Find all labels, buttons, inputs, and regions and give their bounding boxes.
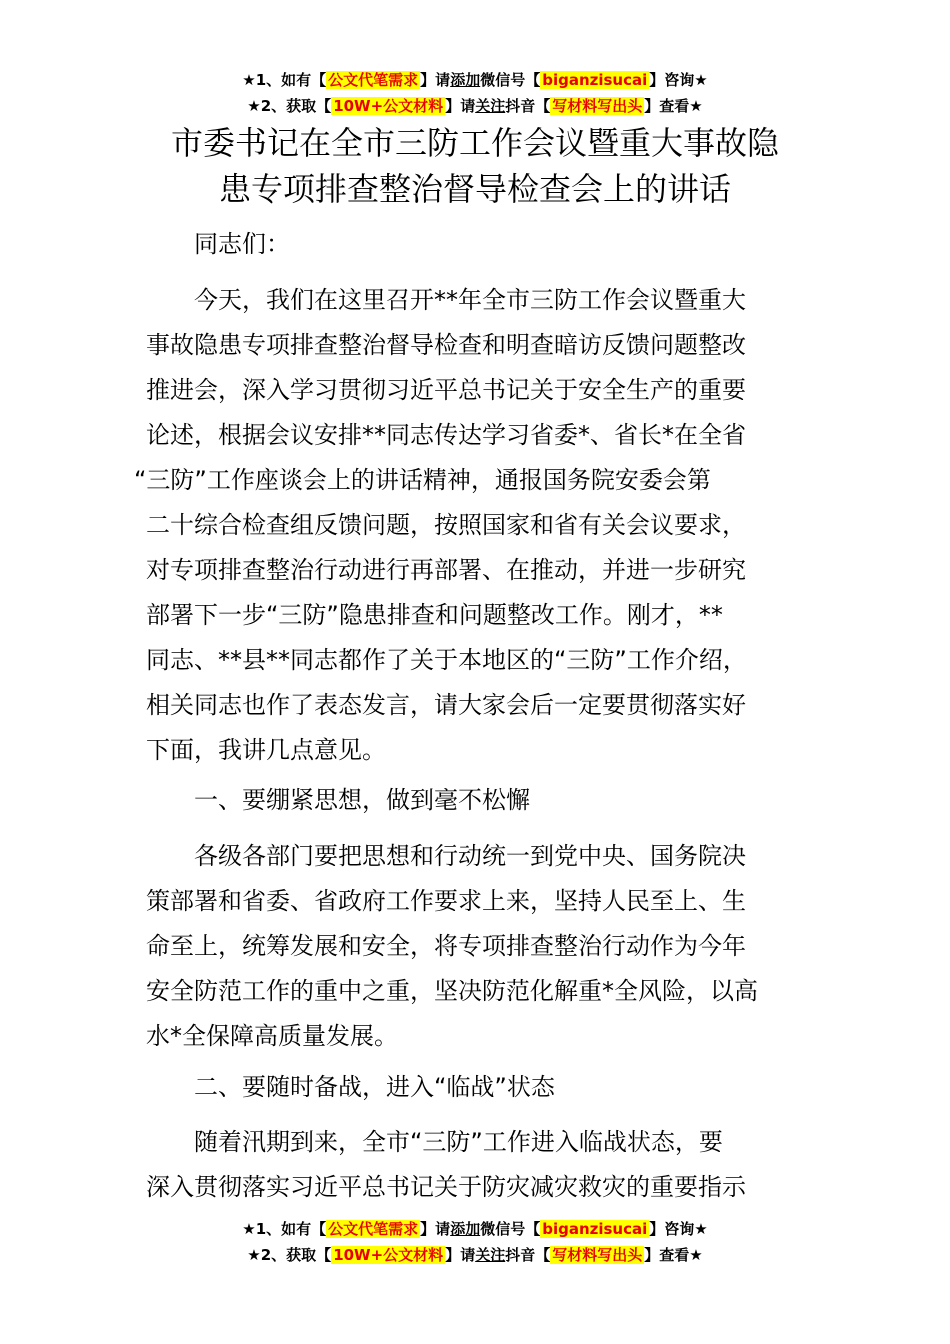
body-line: 事故隐患专项排查整治督导检查和明查暗访反馈问题整改 <box>146 331 746 359</box>
body-line: 今天，我们在这里召开**年全市三防工作会议暨重大 <box>194 286 746 314</box>
banner-text: ★2、获取【 <box>247 1246 332 1264</box>
greeting <box>146 222 806 267</box>
banner-line-1 <box>0 1216 950 1242</box>
banner-highlight: 公文代笔需求 <box>328 71 419 89</box>
banner-text: 】查看★ <box>644 97 703 115</box>
paragraph-1 <box>134 278 806 773</box>
title-line-1: 市委书记在全市三防工作会议暨重大事故隐 <box>170 124 779 162</box>
banner-highlight: 10W+公文材料 <box>333 97 444 115</box>
banner-text: 】请 <box>445 1246 476 1264</box>
paragraph-3 <box>146 1120 806 1210</box>
banner-text: ★1、如有【 <box>242 71 327 89</box>
banner-text: 】请 <box>420 71 451 89</box>
paragraph-2 <box>146 834 806 1059</box>
banner-highlight: biganzisucai <box>542 71 648 89</box>
banner-emphasis: 添加 <box>450 71 481 89</box>
banner-highlight: 10W+公文材料 <box>333 1246 444 1264</box>
body-line: 命至上，统筹发展和安全，将专项排查整治行动作为今年 <box>146 932 746 960</box>
banner-text: 抖音【 <box>505 97 551 115</box>
banner-line-1 <box>0 67 950 93</box>
section-heading: 一、要绷紧思想，做到毫不松懈 <box>194 786 530 814</box>
banner-text: 微信号【 <box>480 1220 541 1238</box>
banner-emphasis: 关注 <box>475 1246 506 1264</box>
body-line: 同志、**县**同志都作了关于本地区的“三防”工作介绍， <box>146 646 747 674</box>
body-line: 下面，我讲几点意见。 <box>146 736 386 764</box>
banner-highlight: 写材料写出头 <box>552 1246 643 1264</box>
section-heading: 二、要随时备战，进入“临战”状态 <box>194 1073 555 1101</box>
banner-text: 】咨询★ <box>649 1220 708 1238</box>
body-line: 深入贯彻落实习近平总书记关于防灾减灾救灾的重要指示 <box>146 1173 746 1201</box>
body-line: 相关同志也作了表态发言，请大家会后一定要贯彻落实好 <box>146 691 746 719</box>
header-banner <box>0 67 950 119</box>
document-title <box>100 120 850 212</box>
body-line: 对专项排查整治行动进行再部署、在推动，并进一步研究 <box>146 556 746 584</box>
body-line: 水*全保障高质量发展。 <box>146 1022 398 1050</box>
banner-emphasis: 关注 <box>475 97 506 115</box>
body-line: 推进会，深入学习贯彻习近平总书记关于安全生产的重要 <box>146 376 746 404</box>
body-line: 各级各部门要把思想和行动统一到党中央、国务院决 <box>194 842 746 870</box>
body-line: 部署下一步“三防”隐患排查和问题整改工作。刚才，** <box>146 601 723 629</box>
body-line: 论述，根据会议安排**同志传达学习省委*、省长*在全省 <box>146 421 746 449</box>
greeting-text: 同志们： <box>194 230 290 258</box>
body-line: 策部署和省委、省政府工作要求上来，坚持人民至上、生 <box>146 887 746 915</box>
banner-text: 】请 <box>445 97 476 115</box>
heading-1 <box>146 778 806 823</box>
heading-2 <box>146 1065 806 1110</box>
banner-highlight: 写材料写出头 <box>552 97 643 115</box>
banner-text: ★2、获取【 <box>247 97 332 115</box>
body-line: 随着汛期到来，全市“三防”工作进入临战状态，要 <box>194 1128 723 1156</box>
banner-highlight: biganzisucai <box>542 1220 648 1238</box>
footer-banner <box>0 1216 950 1268</box>
banner-line-2 <box>0 93 950 119</box>
banner-emphasis: 添加 <box>450 1220 481 1238</box>
banner-highlight: 公文代笔需求 <box>328 1220 419 1238</box>
banner-text: 抖音【 <box>505 1246 551 1264</box>
banner-text: 】咨询★ <box>649 71 708 89</box>
body-line: 安全防范工作的重中之重，坚决防范化解重*全风险，以高 <box>146 977 758 1005</box>
body-line: 二十综合检查组反馈问题，按照国家和省有关会议要求， <box>146 511 746 539</box>
body-line: “三防”工作座谈会上的讲话精神，通报国务院安委会第 <box>134 466 711 494</box>
banner-text: 】查看★ <box>644 1246 703 1264</box>
banner-text: 】请 <box>420 1220 451 1238</box>
title-line-2: 患专项排查整治督导检查会上的讲话 <box>218 170 731 208</box>
banner-text: ★1、如有【 <box>242 1220 327 1238</box>
banner-line-2 <box>0 1242 950 1268</box>
banner-text: 微信号【 <box>480 71 541 89</box>
